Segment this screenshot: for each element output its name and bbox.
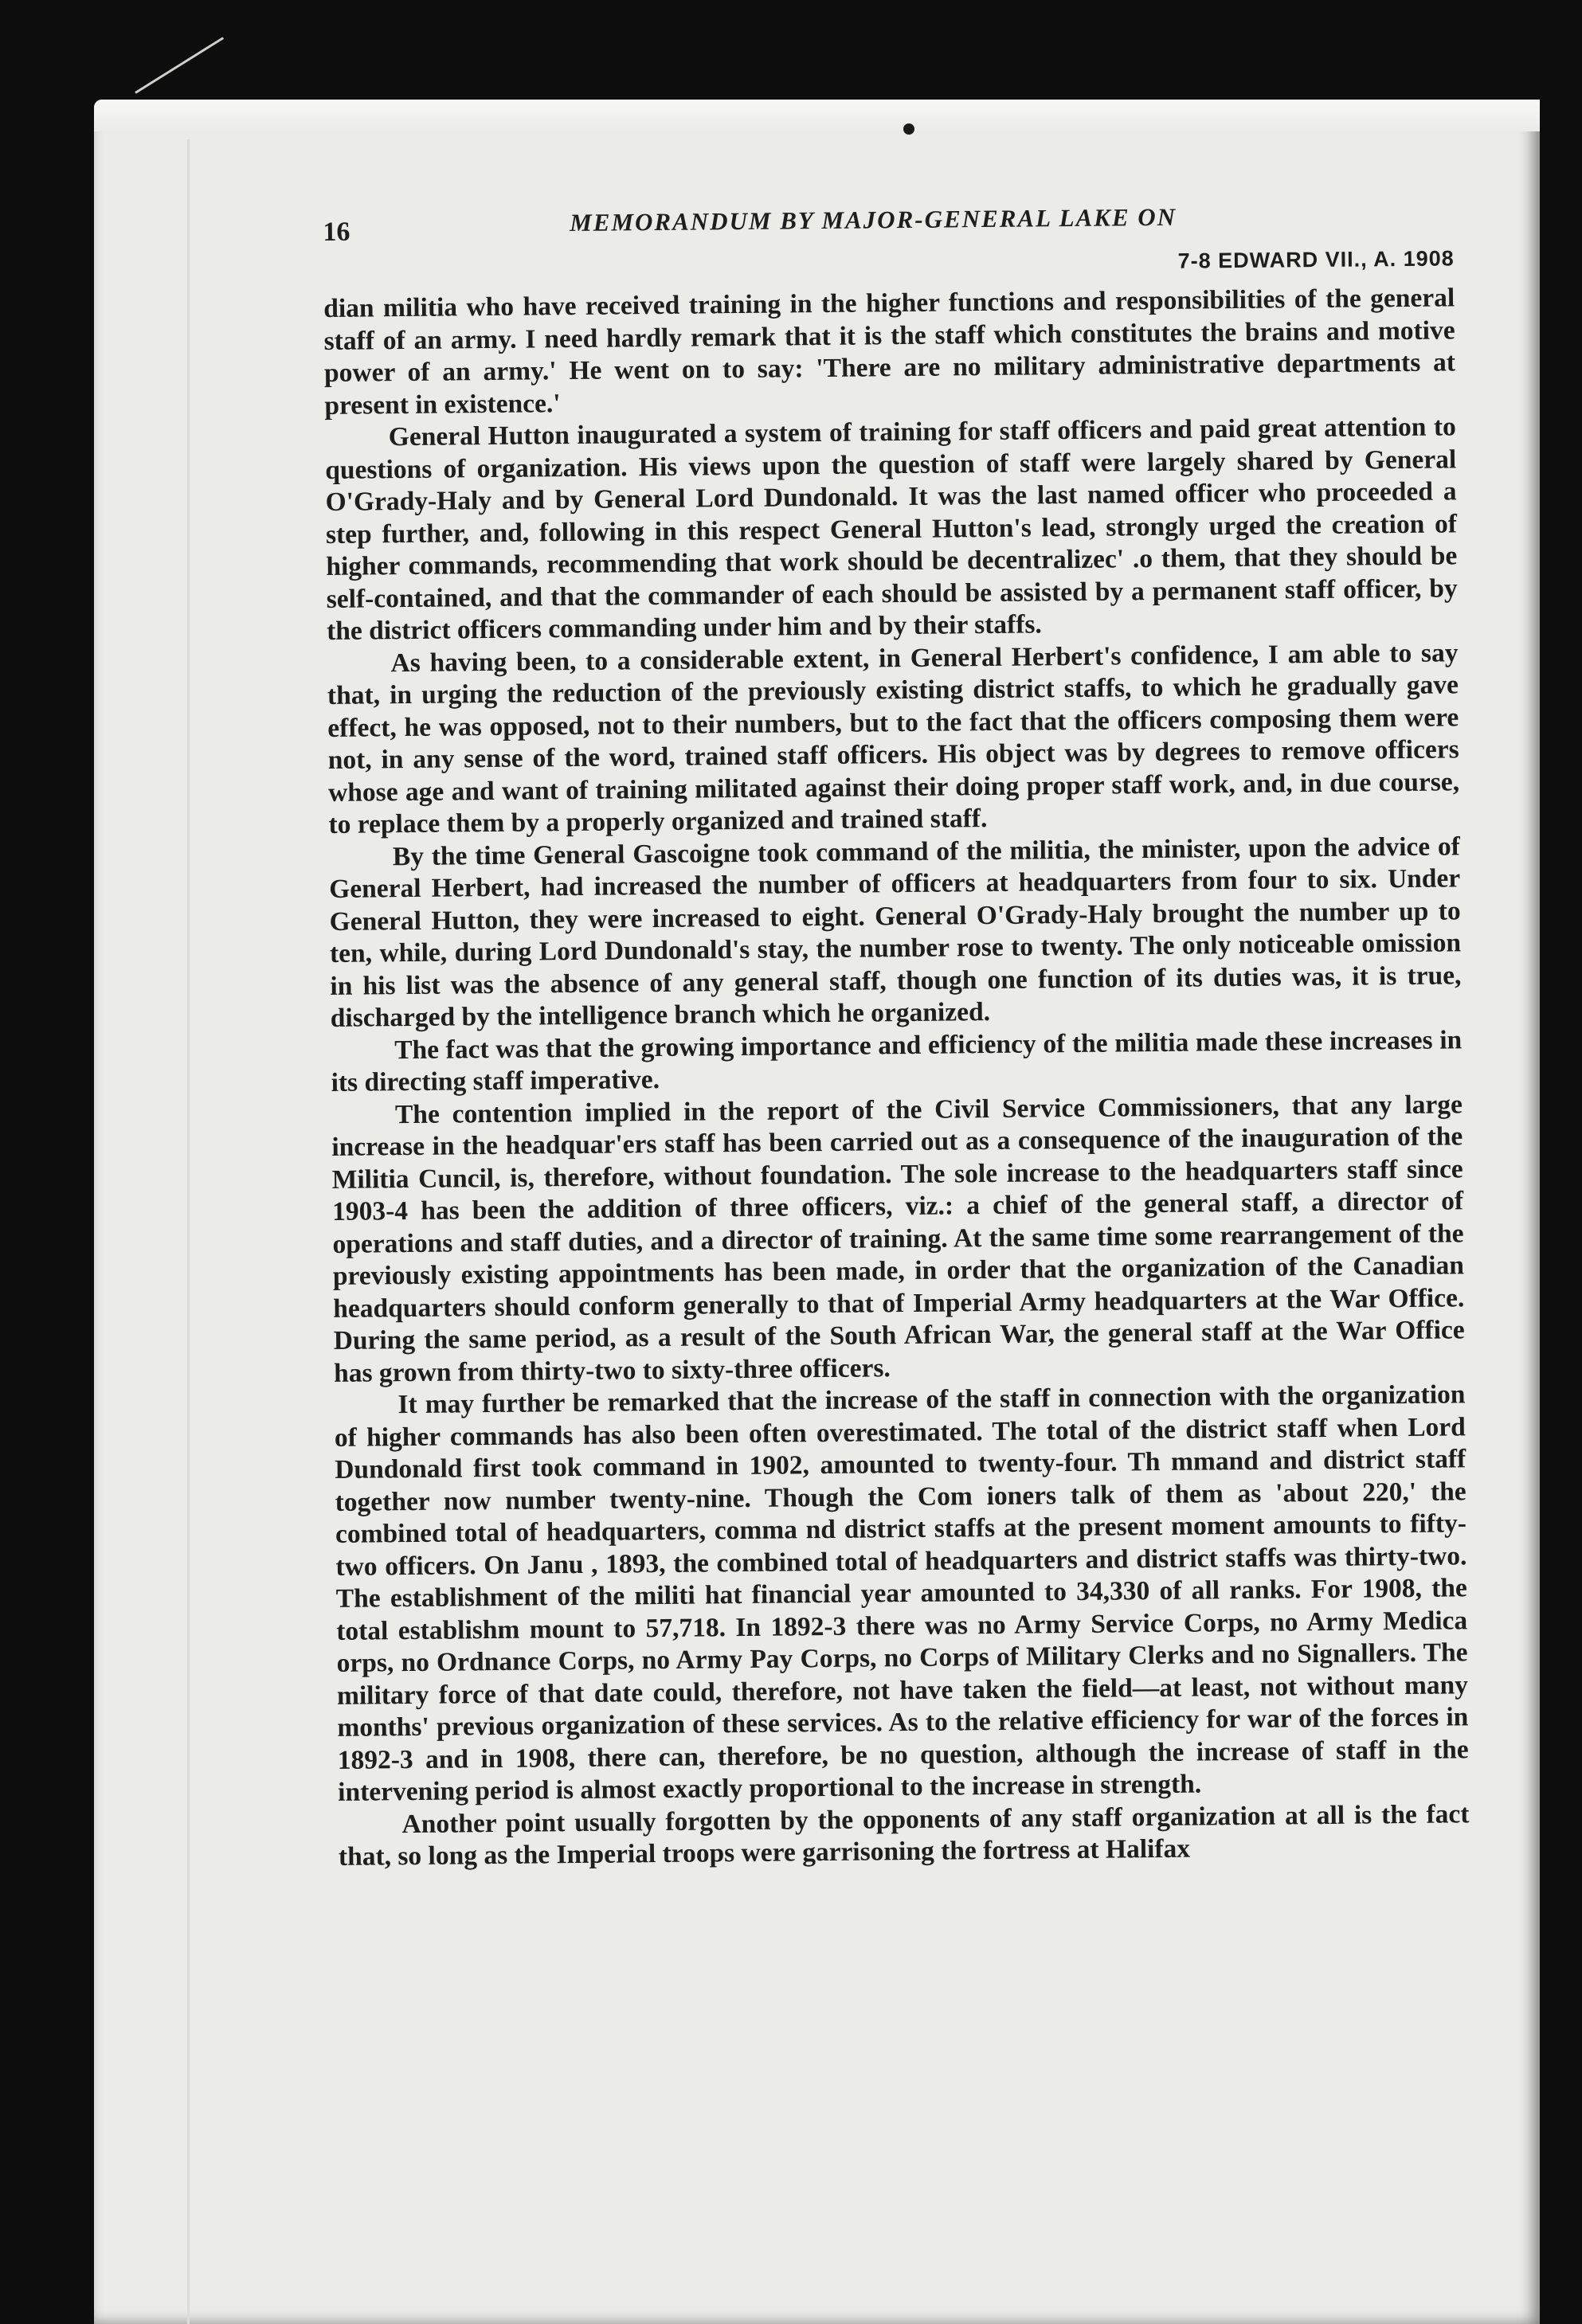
paragraph: The fact was that the growing importance and efficiency of the militia made these increases in its directing staff imperative. xyxy=(331,1024,1463,1097)
ink-dot xyxy=(903,123,914,135)
paragraph: By the time General Gascoigne took command of the militia, the minister, upon the advice of General Herbert, had increased the number of officers at headquarters from four to six. Under General Hutton, they were increased to eight. General O'Grady-Haly brought the number up to ten, while, during Lord Dundonald's stay, the number rose to twenty. The only noticeable omission in his list was the absence of any general staff, though one function of its duties was, it is true, discharged by the intelligence branch which he organized. xyxy=(329,831,1462,1033)
page-top-edge xyxy=(94,100,1540,131)
paragraph: The contention implied in the report of the Civil Service Commissioners, that any large increase in the headquar'ers staff has been carried out as a consequence of the inauguration of the Militia Cuncil, is, therefore, without foundation. The sole increase to the headquarters staff since 1903-4 has been the addition of three officers, viz.: a chief of the general staff, a director of operations and staff duties, and a director of training. At the same time some rearrangement of the previously existing appointments has been made, in order that the organization of the Canadian headquarters should conform generally to that of Imperial Army headquarters at the War Office. During the same period, as a result of the South African War, the general staff at the War Office has grown from thirty-two to sixty-three officers. xyxy=(331,1089,1465,1388)
page-crease xyxy=(135,37,224,93)
session-info: 7-8 EDWARD VII., A. 1908 xyxy=(1177,246,1455,273)
paragraph: It may further be remarked that the increase of the staff in connection with the organization of higher commands has also been often overestimated. The total of the district staff when Lord Dundonald first took command in 1902, amounted to twenty-four. Th mmand and district staff together now number twenty-nine. Though the Com ioners talk of them as 'about 220,' the combined total of headquarters, comma nd district staffs at the present moment amounts to fifty-two officers. On Janu , 1893, the combined total of headquarters and district staffs was thirty-two. The establishment of the militi hat financial year amounted to 34,330 of all ranks. For 1908, the total establishm mount to 57,718. In 1892-3 there was no Army Service Corps, no Army Medica orps, no Ordnance Corps, no Army Pay Corps, no Corps of Military Clerks and no Signallers. The military force of that date could, therefore, not have taken the field—at least, not without many months' previous organization of these services. As to the relative efficiency for war of the forces in 1892-3 and in 1908, there can, therefore, be no question, although the increase of staff in the intervening period is almost exactly proportional to the increase in strength. xyxy=(334,1379,1469,1807)
paragraph: dian militia who have received training in the higher functions and responsibilities of the general staff of an army. I need hardly remark that it is the staff which constitutes the brains and motive power of an army.' He went on to say: 'There are no military administrative departments at present in existence.' xyxy=(323,283,1456,421)
paragraph: As having been, to a considerable extent, in General Herbert's confidence, I am able to say that, in urging the reduction of the previously existing district staffs, to which he gradually gave effect, he was opposed, not to their numbers, but to the fact that the officers composing them were not, in any sense of the word, trained staff officers. His object was by degrees to remove officers whose age and want of training militated against their doing proper staff work, and, in due course, to replace them by a properly organized and trained staff. xyxy=(327,637,1460,839)
running-title: MEMORANDUM BY MAJOR-GENERAL LAKE ON xyxy=(570,202,1177,237)
page-text xyxy=(323,192,1470,1873)
page-number: 16 xyxy=(323,217,350,247)
paragraph: General Hutton inaugurated a system of training for staff officers and paid great attention to questions of organization. His views upon the question of staff were largely shared by General O'Grady-Haly and by General Lord Dundonald. It was the last named officer who proceeded a step further, and, following in this respect General Hutton's lead, strongly urged the creation of higher commands, recommending that work should be decentralizec' .o them, that they should be self-contained, and that the commander of each should be assisted by a permanent staff officer, by the district officers commanding under him and by their staffs. xyxy=(325,412,1458,646)
paragraph: Another point usually forgotten by the opponents of any staff organization at all is the fact that, so long as the Imperial troops were garrisoning the fortress at Halifax xyxy=(338,1798,1470,1872)
page-fold-shadow xyxy=(187,139,190,2324)
